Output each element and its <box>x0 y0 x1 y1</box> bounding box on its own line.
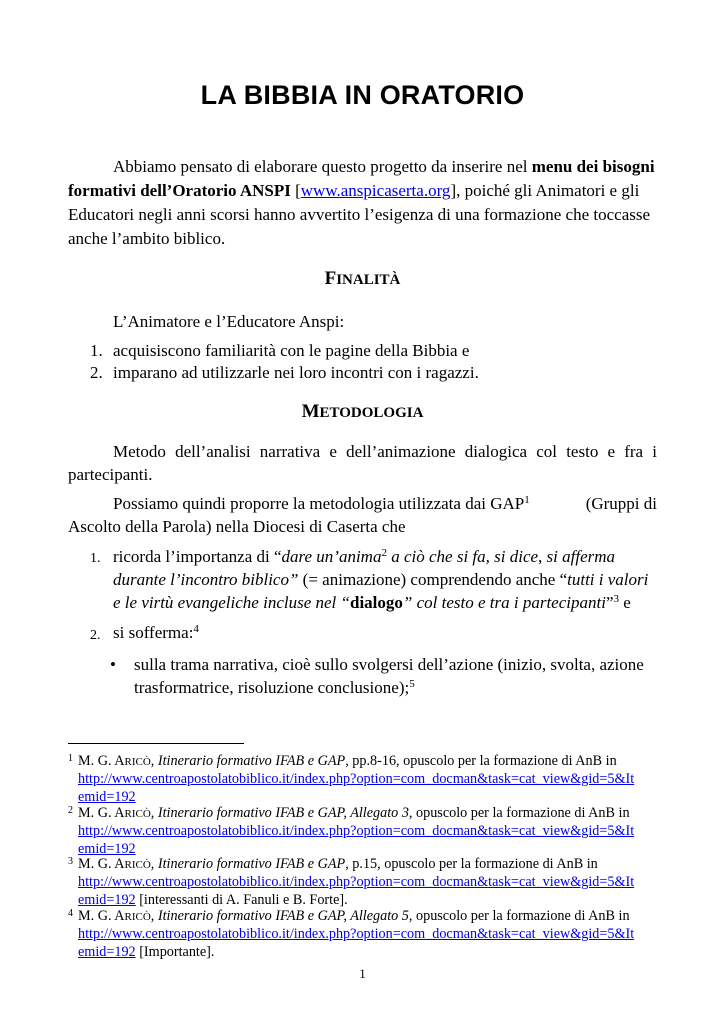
footnote-url-line <box>68 789 658 806</box>
item1-quote: ” <box>605 593 614 612</box>
list-item: imparano ad utilizzarle nei loro incontri con i ragazzi. <box>113 363 479 382</box>
page-title: LA BIBBIA IN ORATORIO <box>200 80 525 110</box>
footnote-number: 1 <box>68 753 73 764</box>
item1-italic: dare un’anima <box>281 547 382 566</box>
fn-rest: , opuscolo per la formazione di AnB in <box>408 908 630 924</box>
fn-author-sc: RICÒ <box>124 859 151 871</box>
metodo-line-2: partecipanti. <box>68 465 153 484</box>
bullet-line-2 <box>134 677 415 699</box>
footnote-link[interactable]: http://www.centroapostolatobiblico.it/index.php?option=com_docman&task=cat_view&gid=5&It <box>78 823 635 840</box>
footnote-link[interactable]: http://www.centroapostolatobiblico.it/index.php?option=com_docman&task=cat_view&gid=5&It <box>78 771 635 788</box>
footnote-link[interactable]: emid=192 <box>78 840 136 857</box>
item1-bold: dialogo <box>349 593 403 612</box>
footnote-number: 2 <box>68 805 73 816</box>
metodologia-heading <box>0 401 725 423</box>
possiamo-a: Possiamo quindi proporre la metodologia utilizzata dai GAP <box>113 494 525 513</box>
list-number: 1. <box>90 551 101 566</box>
footnote-url-line <box>68 892 658 909</box>
fn-author-sc: RICÒ <box>124 756 151 768</box>
footnote-text: M. G. ARICÒ, Itinerario formativo IFAB e GAP, pp.8-16, opuscolo per la formazione di AnB in <box>78 753 617 769</box>
list-number: 2. <box>90 628 101 643</box>
footnote-number: 4 <box>68 908 73 919</box>
heading-rest: INALITÀ <box>336 272 401 288</box>
fn-author-sc: RICÒ <box>124 911 151 923</box>
fn-tail: [interessanti di A. Fanuli e B. Forte]. <box>135 891 348 908</box>
footnote-url-line <box>68 926 658 943</box>
metodo-line-1: Metodo dell’analisi narrativa e dell’animazione dialogica col testo e fra i <box>113 442 657 461</box>
fn-author-sc: RICÒ <box>124 808 151 820</box>
intro-line-2 <box>68 180 639 202</box>
footnote-ref[interactable]: 4 <box>193 623 199 635</box>
intro-line-4: anche l’ambito biblico. <box>68 229 226 248</box>
fn-work: Itinerario formativo IFAB e GAP, Allegato 5 <box>157 908 409 924</box>
item1-italic-2: a ciò che si fa, si dice, si afferma <box>386 547 616 566</box>
footnote-text: M. G. ARICÒ, Itinerario formativo IFAB e GAP, Allegato 3, opuscolo per la formazione di AnB in <box>78 805 630 821</box>
heading-rest: ETODOLOGIA <box>319 405 424 421</box>
footnote-ref[interactable]: 5 <box>409 678 415 690</box>
footnote-2 <box>68 805 658 858</box>
intro-text-2: ], poiché gli Animatori e gli <box>450 181 640 200</box>
item2-line <box>113 622 199 644</box>
fn-work-2: , Allegato 3 <box>343 805 409 821</box>
footnote-link[interactable]: http://www.centroapostolatobiblico.it/index.php?option=com_docman&task=cat_view&gid=5&It <box>78 926 635 943</box>
footnote-number: 3 <box>68 856 73 867</box>
fn-work: Itinerario formativo IFAB e GAP <box>157 805 344 821</box>
footnote-link[interactable]: http://www.centroapostolatobiblico.it/index.php?option=com_docman&task=cat_view&gid=5&It <box>78 874 635 891</box>
fn-author: M. G. A <box>78 856 125 872</box>
footnote-4 <box>68 908 658 961</box>
fn-author: M. G. A <box>78 805 125 821</box>
footnote-ref[interactable]: 1 <box>524 494 530 506</box>
intro-line-1 <box>113 156 655 178</box>
list-item: acquisiscono familiarità con le pagine della Bibbia e <box>113 341 470 360</box>
finalita-heading <box>0 268 725 290</box>
footnote-ref[interactable]: 3 <box>613 593 619 605</box>
heading-cap: F <box>324 268 337 289</box>
footnote-link[interactable]: emid=192 <box>78 891 136 908</box>
fn-rest: , pp.8-16, opuscolo per la formazione di AnB in <box>345 753 617 769</box>
fn-work: Itinerario formativo IFAB e GAP <box>157 856 346 872</box>
item1-italic-4: tutti i valori <box>567 570 649 589</box>
item2-text: si sofferma: <box>113 623 194 642</box>
footnote-url-line <box>68 771 658 788</box>
intro-bracket: [ <box>290 181 301 200</box>
fn-author: M. G. A <box>78 753 125 769</box>
bullet-line-1: sulla trama narrativa, cioè sullo svolgersi dell’azione (inizio, svolta, azione <box>134 655 644 674</box>
intro-text: Abbiamo pensato di elaborare questo progetto da inserire nel <box>113 157 532 176</box>
footnote-ref[interactable]: 2 <box>381 547 387 559</box>
footnote-separator <box>68 743 244 744</box>
footnote-url-line <box>68 944 658 961</box>
possiamo-line-2: Ascolto della Parola) nella Diocesi di Caserta che <box>68 517 406 536</box>
page-number: 1 <box>359 966 366 981</box>
item1-italic-3: durante l’incontro biblico” <box>113 570 299 589</box>
footnote-link[interactable]: emid=192 <box>78 943 136 960</box>
possiamo-text <box>113 493 530 515</box>
footnote-1 <box>68 753 658 806</box>
item1-line-1 <box>113 546 615 568</box>
list-number: 1. <box>90 341 103 360</box>
item1-text-2: (= animazione) comprendendo anche “ <box>298 570 568 589</box>
fn-rest: , opuscolo per la formazione di AnB in <box>408 805 630 821</box>
intro-bold-2: formativi dell’Oratorio ANSPI <box>68 181 291 200</box>
footnote-text: M. G. ARICÒ, Itinerario formativo IFAB e GAP, Allegato 5, opuscolo per la formazione di AnB in <box>78 908 630 924</box>
list-number: 2. <box>90 363 103 382</box>
item1-line-3 <box>113 592 631 614</box>
fn-rest: , p.15, opuscolo per la formazione di AnB in <box>345 856 598 872</box>
fn-author: M. G. A <box>78 908 125 924</box>
footnote-url-line <box>68 823 658 840</box>
bullet-text: trasformatrice, risoluzione conclusione); <box>134 678 410 697</box>
item1-line-2 <box>113 569 648 591</box>
intro-line-3: Educatori negli anni scorsi hanno avvertito l’esigenza di una formazione che toccasse <box>68 205 651 224</box>
fn-tail: [Importante]. <box>135 943 215 960</box>
anspi-link[interactable]: www.anspicaserta.org <box>300 181 451 200</box>
item1-italic-5: e le virtù evangeliche incluse nel “ <box>113 593 350 612</box>
intro-bold: menu dei bisogni <box>531 157 655 176</box>
bullet-icon: • <box>110 655 116 674</box>
footnote-3 <box>68 856 658 909</box>
item1-italic-6: ” col testo e tra i partecipanti <box>402 593 606 612</box>
fn-work: Itinerario formativo IFAB e GAP <box>157 753 346 769</box>
possiamo-line-1 <box>113 493 657 515</box>
heading-cap: M <box>301 401 320 422</box>
footnote-link[interactable]: emid=192 <box>78 788 136 805</box>
footnote-url-line <box>68 874 658 891</box>
item1-text: ricorda l’importanza di “ <box>113 547 282 566</box>
finalita-lead: L’Animatore e l’Educatore Anspi: <box>113 312 345 331</box>
footnote-text: M. G. ARICÒ, Itinerario formativo IFAB e GAP, p.15, opuscolo per la formazione di AnB in <box>78 856 598 872</box>
item1-tail: e <box>618 593 631 612</box>
possiamo-b: (Gruppi di <box>585 494 657 513</box>
